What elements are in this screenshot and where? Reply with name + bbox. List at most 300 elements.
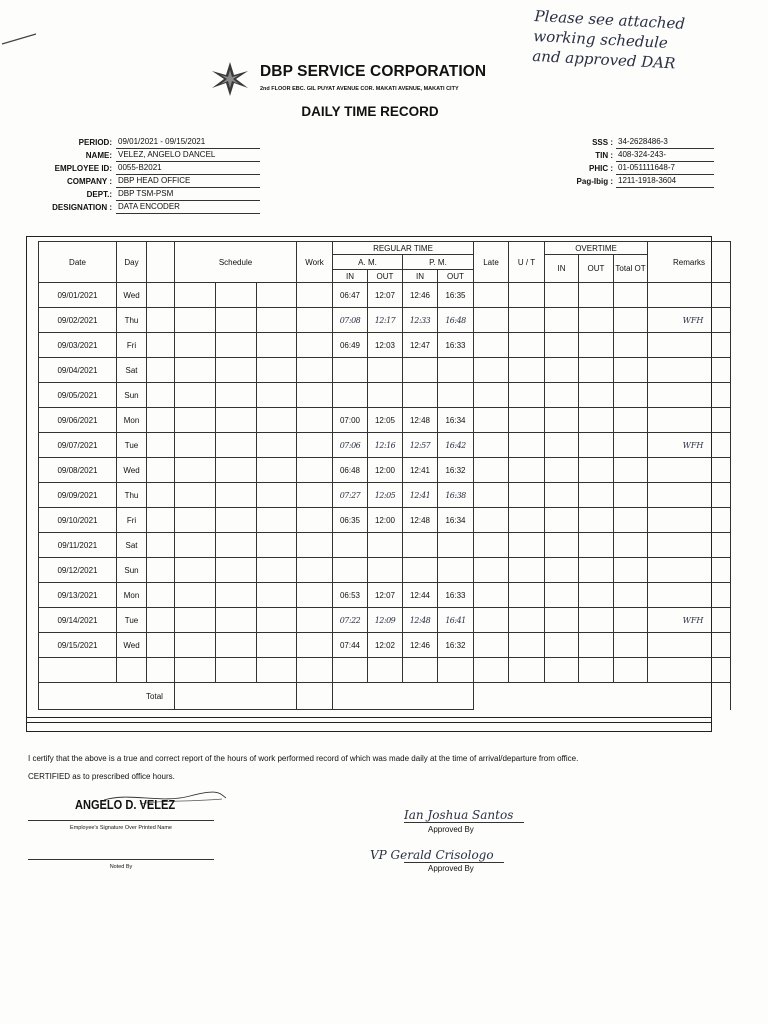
row-schedule-3 (257, 408, 297, 433)
col-header-work: Work (297, 242, 333, 283)
row-schedule-2 (216, 658, 257, 683)
row-day: Fri (117, 508, 147, 533)
row-schedule-2 (216, 583, 257, 608)
row-pm-in (403, 658, 438, 683)
row-day: Wed (117, 633, 147, 658)
dept-value: DBP TSM-PSM (116, 189, 260, 201)
row-schedule-1 (175, 633, 216, 658)
row-blank (147, 283, 175, 308)
row-ot-out (579, 558, 614, 583)
row-am-out: 12:09 (368, 608, 403, 633)
row-ot-out (579, 333, 614, 358)
row-ut (509, 658, 545, 683)
row-ot-in (545, 383, 579, 408)
row-day: Sat (117, 358, 147, 383)
document-title: DAILY TIME RECORD (301, 104, 439, 119)
row-ut (509, 583, 545, 608)
row-am-out (368, 658, 403, 683)
row-am-in: 07:22 (333, 608, 368, 633)
col-header-day: Day (117, 242, 147, 283)
row-pm-out: 16:41 (438, 608, 474, 633)
row-work (297, 408, 333, 433)
row-date: 09/09/2021 (39, 483, 117, 508)
row-late (474, 633, 509, 658)
row-remarks (648, 533, 731, 558)
row-ut (509, 433, 545, 458)
row-work (297, 533, 333, 558)
approver-2-line (404, 862, 504, 863)
row-ot-in (545, 433, 579, 458)
row-day (117, 658, 147, 683)
row-ut (509, 358, 545, 383)
row-late (474, 333, 509, 358)
employee-signature-caption: Employee's Signature Over Printed Name (70, 825, 172, 831)
col-header-am-in: IN (333, 270, 368, 283)
row-date: 09/06/2021 (39, 408, 117, 433)
row-am-out: 12:00 (368, 508, 403, 533)
row-am-in: 07:08 (333, 308, 368, 333)
employee-signature-line (28, 820, 214, 821)
row-ut (509, 458, 545, 483)
row-am-in: 07:44 (333, 633, 368, 658)
row-ut (509, 508, 545, 533)
row-ot-out (579, 483, 614, 508)
row-ot-out (579, 458, 614, 483)
row-pm-in (403, 558, 438, 583)
row-pm-in: 12:48 (403, 608, 438, 633)
row-ut (509, 408, 545, 433)
note-line-1: Please see attached (534, 6, 686, 33)
company-label: COMPANY : (66, 177, 112, 186)
table-row (39, 608, 731, 633)
name-label: NAME: (85, 151, 112, 160)
row-ot-in (545, 358, 579, 383)
row-pm-in: 12:47 (403, 333, 438, 358)
row-work (297, 558, 333, 583)
approver-2-signature: VP Gerald Crisologo (370, 848, 494, 862)
row-ot-out (579, 308, 614, 333)
row-day: Fri (117, 333, 147, 358)
dept-label: DEPT.: (86, 190, 112, 199)
row-late (474, 483, 509, 508)
table-bottom-rule-2 (26, 722, 712, 723)
row-remarks: WFH (648, 433, 731, 458)
row-pm-out: 16:32 (438, 633, 474, 658)
row-late (474, 383, 509, 408)
row-ut (509, 558, 545, 583)
pagibig-value: 1211-1918-3604 (616, 176, 714, 188)
row-am-in (333, 358, 368, 383)
row-schedule-1 (175, 483, 216, 508)
total-regular (333, 683, 474, 710)
row-blank (147, 633, 175, 658)
row-pm-in: 12:48 (403, 408, 438, 433)
note-line-2: working schedule (532, 26, 669, 52)
row-schedule-2 (216, 283, 257, 308)
row-pm-in: 12:46 (403, 633, 438, 658)
row-schedule-3 (257, 383, 297, 408)
col-header-am: A. M. (333, 255, 403, 270)
row-schedule-2 (216, 333, 257, 358)
row-ot-out (579, 508, 614, 533)
row-pm-in: 12:44 (403, 583, 438, 608)
approver-1-signature: Ian Joshua Santos (404, 808, 514, 822)
row-schedule-3 (257, 658, 297, 683)
employee-id-label: EMPLOYEE ID: (54, 164, 112, 173)
row-blank (147, 383, 175, 408)
table-row (39, 358, 731, 383)
row-ut (509, 283, 545, 308)
row-ot-out (579, 283, 614, 308)
row-pm-out: 16:48 (438, 308, 474, 333)
row-am-out: 12:05 (368, 483, 403, 508)
row-blank (147, 408, 175, 433)
table-row (39, 333, 731, 358)
row-pm-out: 16:42 (438, 433, 474, 458)
row-date: 09/12/2021 (39, 558, 117, 583)
total-text: Total (146, 691, 163, 701)
row-schedule-1 (175, 508, 216, 533)
table-row (39, 633, 731, 658)
row-ot-in (545, 308, 579, 333)
time-record-table (38, 241, 731, 710)
row-blank (147, 608, 175, 633)
row-schedule-1 (175, 558, 216, 583)
row-schedule-2 (216, 508, 257, 533)
row-day: Mon (117, 408, 147, 433)
total-schedule (175, 683, 297, 710)
approver-1-line (404, 822, 524, 823)
row-ut (509, 608, 545, 633)
note-line-3: and approved DAR (531, 46, 676, 73)
row-remarks (648, 333, 731, 358)
row-pm-out (438, 533, 474, 558)
row-total-ot (614, 533, 648, 558)
row-day: Sat (117, 533, 147, 558)
row-am-out (368, 383, 403, 408)
table-row (39, 533, 731, 558)
period-label: PERIOD: (78, 138, 112, 147)
row-pm-out (438, 358, 474, 383)
total-rest (474, 683, 731, 710)
table-row (39, 283, 731, 308)
col-header-late: Late (474, 242, 509, 283)
row-am-out: 12:17 (368, 308, 403, 333)
row-date: 09/01/2021 (39, 283, 117, 308)
row-total-ot (614, 508, 648, 533)
row-blank (147, 558, 175, 583)
row-total-ot (614, 433, 648, 458)
approved-by-1: Approved By (428, 825, 474, 834)
row-pm-out: 16:38 (438, 483, 474, 508)
row-ot-out (579, 358, 614, 383)
name-value: VELEZ, ANGELO DANCEL (116, 150, 260, 162)
row-blank (147, 333, 175, 358)
row-total-ot (614, 658, 648, 683)
table-row (39, 408, 731, 433)
row-date: 09/13/2021 (39, 583, 117, 608)
row-date: 09/04/2021 (39, 358, 117, 383)
row-remarks: WFH (648, 308, 731, 333)
row-schedule-2 (216, 558, 257, 583)
row-pm-in (403, 358, 438, 383)
row-pm-out (438, 383, 474, 408)
col-header-pm: P. M. (403, 255, 474, 270)
row-ot-in (545, 608, 579, 633)
row-pm-in: 12:48 (403, 508, 438, 533)
row-schedule-3 (257, 483, 297, 508)
row-schedule-1 (175, 283, 216, 308)
row-day: Thu (117, 483, 147, 508)
row-ut (509, 633, 545, 658)
row-late (474, 658, 509, 683)
table-row (39, 483, 731, 508)
row-pm-out: 16:33 (438, 333, 474, 358)
row-schedule-3 (257, 433, 297, 458)
row-schedule-1 (175, 458, 216, 483)
row-remarks (648, 508, 731, 533)
row-late (474, 608, 509, 633)
row-schedule-1 (175, 533, 216, 558)
row-work (297, 508, 333, 533)
row-ut (509, 533, 545, 558)
row-late (474, 558, 509, 583)
row-schedule-3 (257, 533, 297, 558)
table-bottom-rule (26, 717, 712, 718)
tin-value: 408-324-243- (616, 150, 714, 162)
row-am-out: 12:02 (368, 633, 403, 658)
row-total-ot (614, 483, 648, 508)
row-pm-in: 12:33 (403, 308, 438, 333)
noted-by-line (28, 859, 214, 860)
row-am-in: 07:00 (333, 408, 368, 433)
row-schedule-1 (175, 408, 216, 433)
row-total-ot (614, 558, 648, 583)
company-address: 2nd FLOOR EBC. GIL PUYAT AVENUE COR. MAKATI AVENUE, MAKATI CITY (260, 86, 459, 92)
row-date: 09/02/2021 (39, 308, 117, 333)
row-day: Sun (117, 383, 147, 408)
company-logo (212, 62, 248, 96)
row-late (474, 283, 509, 308)
row-work (297, 458, 333, 483)
row-ot-in (545, 408, 579, 433)
employee-printed-name: ANGELO D. VELEZ (75, 797, 176, 812)
row-schedule-1 (175, 433, 216, 458)
row-schedule-3 (257, 633, 297, 658)
col-header-ot-out: OUT (579, 255, 614, 283)
row-work (297, 333, 333, 358)
period-value: 09/01/2021 - 09/15/2021 (116, 137, 260, 149)
row-total-ot (614, 408, 648, 433)
table-row (39, 433, 731, 458)
row-total-ot (614, 633, 648, 658)
row-work (297, 583, 333, 608)
sss-label: SSS : (592, 138, 613, 147)
table-row (39, 508, 731, 533)
employee-id-value: 0055-B2021 (116, 163, 260, 175)
row-ut (509, 333, 545, 358)
row-schedule-3 (257, 308, 297, 333)
row-ot-out (579, 383, 614, 408)
margin-pen-mark (0, 30, 40, 46)
table-row (39, 583, 731, 608)
phic-value: 01-051111648-7 (616, 163, 714, 175)
row-total-ot (614, 608, 648, 633)
table-row (39, 558, 731, 583)
noted-by-caption: Noted By (109, 864, 133, 870)
row-date: 09/05/2021 (39, 383, 117, 408)
row-am-in: 06:47 (333, 283, 368, 308)
row-work (297, 658, 333, 683)
row-work (297, 608, 333, 633)
row-ot-out (579, 433, 614, 458)
row-ot-out (579, 408, 614, 433)
row-blank (147, 508, 175, 533)
row-pm-out: 16:32 (438, 458, 474, 483)
col-header-regular-time: REGULAR TIME (333, 242, 474, 255)
row-remarks (648, 558, 731, 583)
col-header-date: Date (39, 242, 117, 283)
row-ot-in (545, 558, 579, 583)
row-total-ot (614, 583, 648, 608)
row-day: Thu (117, 308, 147, 333)
row-pm-out: 16:33 (438, 583, 474, 608)
row-am-out: 12:05 (368, 408, 403, 433)
row-date: 09/08/2021 (39, 458, 117, 483)
row-date: 09/10/2021 (39, 508, 117, 533)
row-late (474, 408, 509, 433)
row-schedule-2 (216, 308, 257, 333)
certified-office-hours: CERTIFIED as to prescribed office hours. (28, 772, 175, 781)
row-total-ot (614, 358, 648, 383)
row-work (297, 633, 333, 658)
row-ot-in (545, 583, 579, 608)
handwritten-note (532, 6, 735, 76)
row-ot-in (545, 283, 579, 308)
row-am-in: 07:27 (333, 483, 368, 508)
row-remarks (648, 408, 731, 433)
total-label (39, 683, 175, 710)
row-remarks: WFH (648, 608, 731, 633)
row-ot-out (579, 583, 614, 608)
row-blank (147, 433, 175, 458)
row-am-in: 06:49 (333, 333, 368, 358)
row-day: Tue (117, 433, 147, 458)
col-header-total-ot: Total OT (614, 255, 648, 283)
row-remarks (648, 383, 731, 408)
row-total-ot (614, 308, 648, 333)
row-am-in: 06:53 (333, 583, 368, 608)
row-remarks (648, 658, 731, 683)
row-schedule-2 (216, 383, 257, 408)
row-remarks (648, 483, 731, 508)
row-ut (509, 483, 545, 508)
phic-label: PHIC : (589, 164, 613, 173)
pagibig-label: Pag-Ibig : (576, 177, 613, 186)
row-pm-out: 16:34 (438, 508, 474, 533)
company-value: DBP HEAD OFFICE (116, 176, 260, 188)
row-blank (147, 658, 175, 683)
row-am-out: 12:07 (368, 283, 403, 308)
row-schedule-2 (216, 533, 257, 558)
row-schedule-2 (216, 358, 257, 383)
row-ot-in (545, 333, 579, 358)
row-remarks (648, 283, 731, 308)
row-pm-out: 16:34 (438, 408, 474, 433)
row-am-out (368, 558, 403, 583)
row-pm-in (403, 533, 438, 558)
col-header-blank (147, 242, 175, 283)
col-header-pm-out: OUT (438, 270, 474, 283)
row-total-ot (614, 458, 648, 483)
row-day: Mon (117, 583, 147, 608)
row-schedule-1 (175, 658, 216, 683)
approved-by-2: Approved By (428, 864, 474, 873)
row-schedule-3 (257, 608, 297, 633)
row-ot-in (545, 483, 579, 508)
row-ot-out (579, 533, 614, 558)
row-remarks (648, 633, 731, 658)
col-header-overtime: OVERTIME (545, 242, 648, 255)
row-blank (147, 483, 175, 508)
row-day: Wed (117, 283, 147, 308)
row-schedule-2 (216, 633, 257, 658)
row-am-in (333, 658, 368, 683)
row-blank (147, 308, 175, 333)
row-ot-in (545, 658, 579, 683)
row-schedule-3 (257, 333, 297, 358)
row-am-in (333, 533, 368, 558)
row-blank (147, 358, 175, 383)
row-am-out (368, 358, 403, 383)
row-am-out: 12:16 (368, 433, 403, 458)
row-remarks (648, 458, 731, 483)
row-ot-in (545, 533, 579, 558)
table-row (39, 458, 731, 483)
row-schedule-3 (257, 558, 297, 583)
row-am-out (368, 533, 403, 558)
col-header-ut: U / T (509, 242, 545, 283)
row-schedule-1 (175, 608, 216, 633)
row-pm-in: 12:57 (403, 433, 438, 458)
row-date: 09/11/2021 (39, 533, 117, 558)
sss-value: 34-2628486-3 (616, 137, 714, 149)
row-ut (509, 308, 545, 333)
row-ot-in (545, 508, 579, 533)
row-total-ot (614, 383, 648, 408)
row-remarks (648, 583, 731, 608)
row-work (297, 483, 333, 508)
row-pm-in: 12:41 (403, 458, 438, 483)
row-am-out: 12:03 (368, 333, 403, 358)
row-schedule-1 (175, 583, 216, 608)
certification-text: I certify that the above is a true and correct report of the hours of work performed record of which was made daily at the time of arrival/departure from office. (28, 754, 579, 763)
row-am-in: 06:35 (333, 508, 368, 533)
row-work (297, 358, 333, 383)
row-total-ot (614, 333, 648, 358)
row-schedule-2 (216, 608, 257, 633)
row-work (297, 283, 333, 308)
row-day: Tue (117, 608, 147, 633)
row-ut (509, 383, 545, 408)
table-row (39, 308, 731, 333)
col-header-am-out: OUT (368, 270, 403, 283)
row-pm-in: 12:41 (403, 483, 438, 508)
row-pm-out: 16:35 (438, 283, 474, 308)
row-schedule-2 (216, 483, 257, 508)
row-schedule-1 (175, 383, 216, 408)
tin-label: TIN : (595, 151, 613, 160)
